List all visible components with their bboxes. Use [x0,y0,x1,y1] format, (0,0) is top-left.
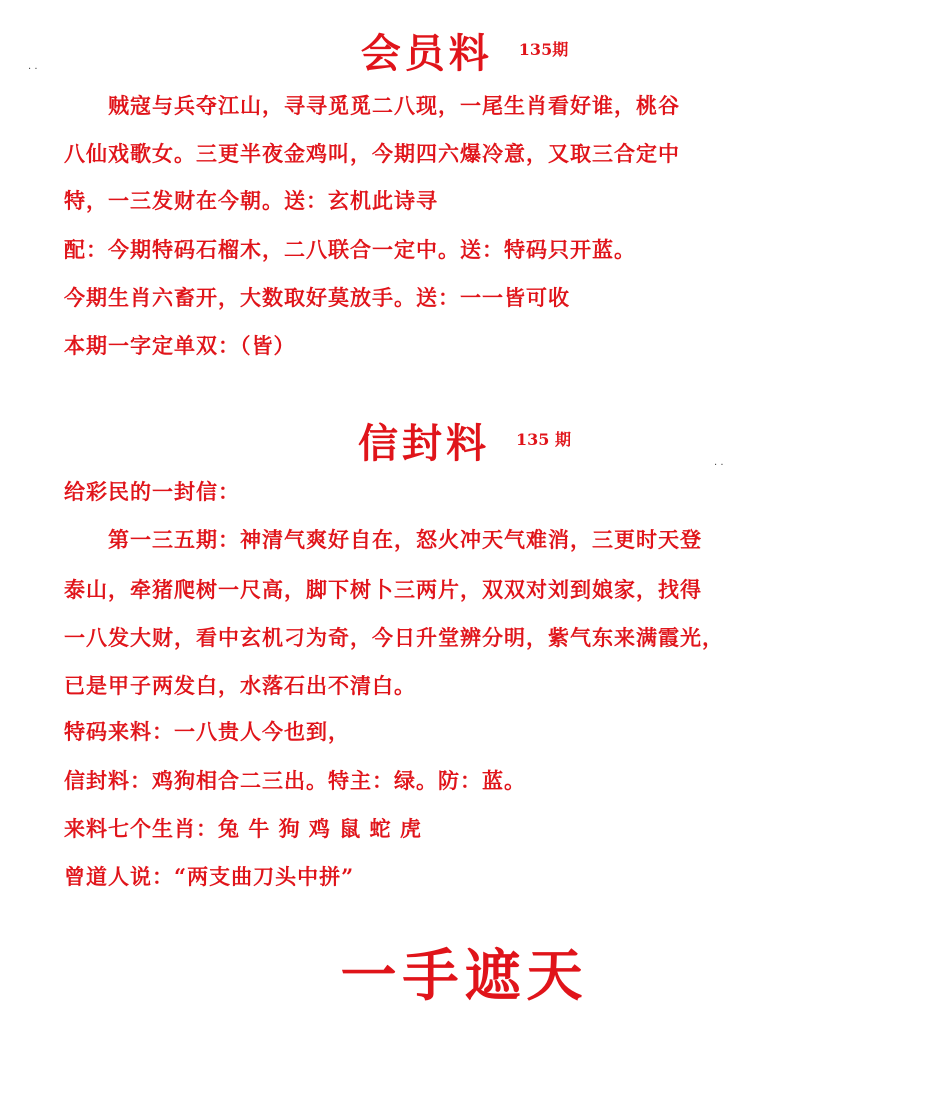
letter-line: 信封料：鸡狗相合二三出。特主：绿。防：蓝。 [64,768,526,793]
letter-line: 一八发大财，看中玄机刁为奇，今日升堂辨分明，紫气东来满霞光， [64,625,724,650]
member-section-title [0,22,929,79]
letter-line: 第一三五期：神清气爽好自在，怒火冲天气难消，三更时天登 [108,527,702,552]
footer-title: 一手遮天 [340,943,589,1009]
letter-line: 曾道人说：“两支曲刀头中拼” [64,864,355,889]
member-title: 会员料 [360,30,493,77]
letter-section-title [0,412,929,469]
letter-issue: 135 期 [516,430,571,449]
member-line: 本期一字定单双：（皆） [64,333,296,358]
member-line: 特，一三发财在今朝。送：玄机此诗寻 [64,188,438,213]
member-line: 今期生肖六畜开，大数取好莫放手。送：一一皆可收 [64,285,570,310]
letter-title: 信封料 [358,420,490,467]
member-line: 配：今期特码石榴木，二八联合一定中。送：特码只开蓝。 [64,237,636,262]
letter-line: 特码来料：一八贵人今也到， [64,719,350,744]
scan-speck: · · [714,460,724,471]
letter-line: 已是甲子两发白，水落石出不清白。 [64,673,416,698]
scan-speck: · · [28,64,38,75]
member-line: 贼寇与兵夺江山，寻寻觅觅二八现，一尾生肖看好谁，桃谷 [108,93,680,118]
member-line: 八仙戏歌女。三更半夜金鸡叫，今期四六爆冷意，又取三合定中 [64,141,680,166]
letter-line: 给彩民的一封信： [64,479,240,504]
member-issue: 135期 [518,40,569,59]
letter-line: 泰山，牵猪爬树一尺高，脚下树卜三两片，双双对刘到娘家，找得 [64,577,702,602]
letter-line: 来料七个生肖：兔 牛 狗 鸡 鼠 蛇 虎 [64,816,422,841]
